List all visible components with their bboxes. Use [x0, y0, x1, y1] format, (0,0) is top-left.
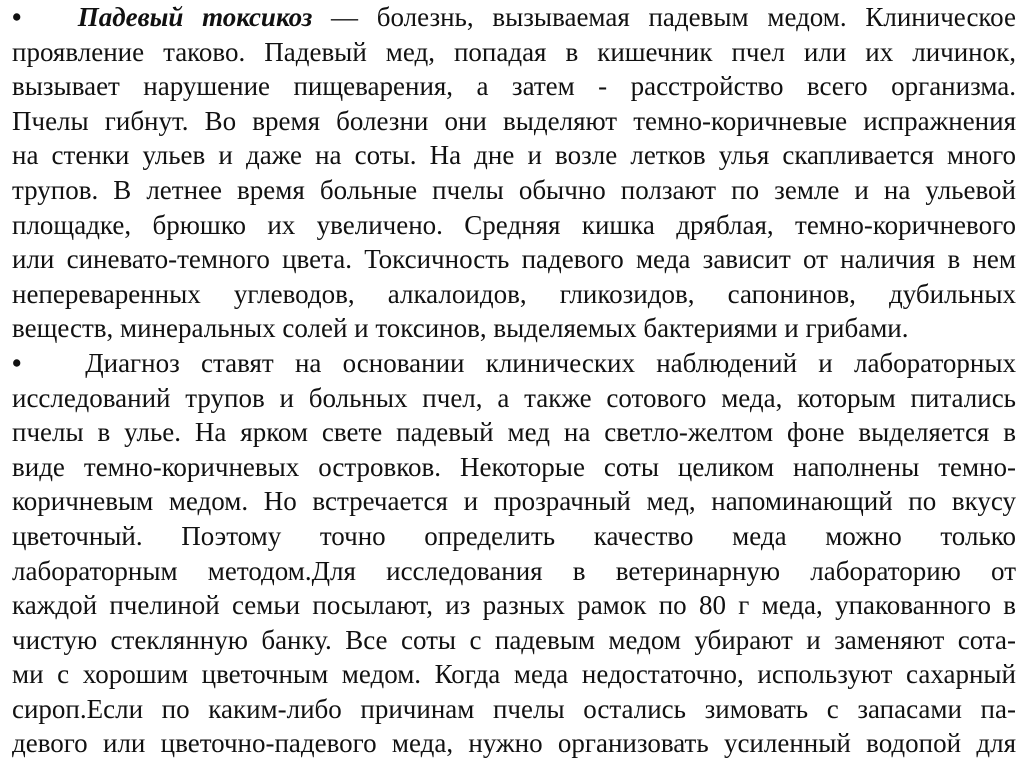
- term-padevyi-toksikoz: Падевый токсикоз: [77, 2, 313, 32]
- paragraph-2-line-11: сироп.Если по каким-либо причинам пчелы остались зимовать с запасами па-: [12, 693, 1016, 724]
- paragraph-2-line-1-text: Диагноз ставят на основании клинических наблюдений и лабораторных: [85, 347, 1016, 378]
- bullet-1: •: [12, 2, 22, 32]
- paragraph-1-line-1-text: — болезнь, вызываемая падевым медом. Клиническое: [312, 2, 1016, 32]
- paragraph-2-line-4: виде темно-коричневых островков. Некоторые соты целиком наполнены темно-: [12, 451, 1016, 482]
- bullet-spacer: [21, 2, 77, 32]
- paragraph-1-line-6: трупов. В летнее время больные пчелы обычно ползают по земле и на ульевой: [12, 174, 1016, 205]
- document-body: [12, 0, 1016, 761]
- paragraph-2-line-2: исследований трупов и больных пчел, а также сотового меда, которым питались: [12, 382, 1016, 413]
- paragraph-1-line-9: непереваренных углеводов, алкалоидов, гликозидов, сапонинов, дубильных: [12, 278, 1016, 309]
- paragraph-2-line-9: чистую стеклянную банку. Все соты с падевым медом убирают и заменяют сота-: [12, 624, 1016, 655]
- bullet-2: •: [12, 347, 22, 378]
- paragraph-1-line-8: или синевато-темного цвета. Токсичность падевого меда зависит от наличия в нем: [12, 244, 1016, 275]
- paragraph-1-line-2: проявление таково. Падевый мед, попадая в кишечник пчел или их личинок,: [12, 36, 1016, 67]
- paragraph-2-line-8: каждой пчелиной семьи посылают, из разных рамок по 80 г меда, упакованного в: [12, 590, 1016, 621]
- paragraph-2-line-1: [12, 346, 1016, 381]
- paragraph-2-line-6: цветочный. Поэтому точно определить качество меда можно только: [12, 520, 1016, 551]
- paragraph-1-line-3: вызывает нарушение пищеварения, а затем - расстройство всего организма.: [12, 71, 1016, 102]
- paragraph-1-line-4: Пчелы гибнут. Во время болезни они выделяют темно-коричневые испражнения: [12, 105, 1016, 136]
- paragraph-1-line-5: на стенки ульев и даже на соты. На дне и возле летков улья скапливается много: [12, 140, 1016, 171]
- paragraph-2-line-3: пчелы в улье. На ярком свете падевый мед на светло-желтом фоне выделяется в: [12, 417, 1016, 448]
- paragraph-1-line-10: веществ, минеральных солей и токсинов, выделяемых бактериями и грибами.: [12, 313, 909, 344]
- paragraph-2-line-10: ми с хорошим цветочным медом. Когда меда недостаточно, используют сахарный: [12, 659, 1016, 690]
- paragraph-2-line-12: девого или цветочно-падевого меда, нужно организовать усиленный водопой для: [12, 728, 1016, 759]
- paragraph-1-line-7: площадке, брюшко их увеличено. Средняя кишка дряблая, темно-коричневого: [12, 209, 1016, 240]
- paragraph-2-line-7: лабораторным методом.Для исследования в ветеринарную лабораторию от: [12, 555, 1016, 586]
- paragraph-1-line-1: [12, 0, 1016, 35]
- paragraph-2-line-5: коричневым медом. Но встречается и прозрачный мед, напоминающий по вкусу: [12, 486, 1016, 517]
- bullet-spacer: [21, 348, 85, 378]
